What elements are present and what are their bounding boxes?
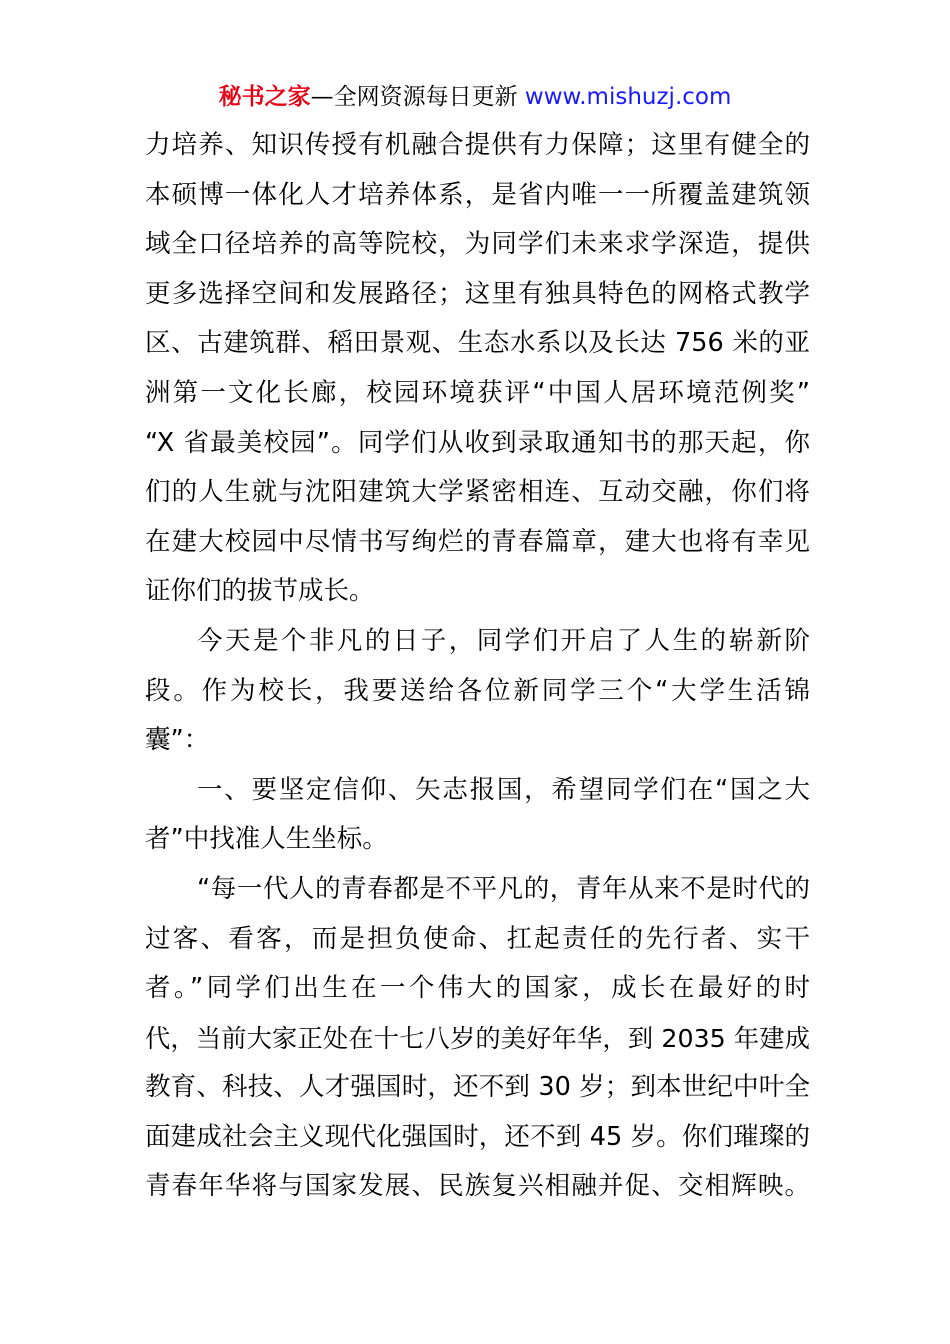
text-line: 力培养、知识传授有机融合提供有力保障；这里有健全的	[145, 130, 810, 160]
text-line: 代，当前大家正处在十七八岁的美好年华，到 2035 年建成	[145, 1023, 810, 1053]
paragraph-start-line: 今天是个非凡的日子，同学们开启了人生的崭新阶	[197, 625, 810, 656]
text-line: 过客、看客，而是担负使命、扛起责任的先行者、实干	[145, 923, 810, 954]
text-line: 们的人生就与沈阳建筑大学紧密相连、互动交融，你们将	[145, 477, 810, 508]
header-tagline: —全网资源每日更新	[310, 84, 525, 110]
text-line: 洲第一文化长廊，校园环境获评“中国人居环境范例奖”	[145, 377, 810, 408]
section-heading-line: 一、要坚定信仰、矢志报国，希望同学们在“国之大	[197, 774, 810, 805]
section-heading-line: 者”中找准人生坐标。	[145, 824, 388, 855]
text-line: 青春年华将与国家发展、民族复兴相融并促、交相辉映。	[145, 1171, 810, 1202]
text-line: 面建成社会主义现代化强国时，还不到 45 岁。你们璀璨的	[145, 1121, 810, 1152]
site-url-link[interactable]: www.mishuzj.com	[524, 84, 732, 110]
text-line: “X 省最美校园”。同学们从收到录取通知书的那天起，你	[145, 427, 810, 458]
paragraph-start-line: “每一代人的青春都是不平凡的，青年从来不是时代的	[197, 873, 810, 904]
text-line: 本硕博一体化人才培养体系，是省内唯一一所覆盖建筑领	[145, 179, 810, 210]
document-body	[145, 121, 810, 1212]
text-line: 段。作为校长，我要送给各位新同学三个“大学生活锦	[145, 675, 810, 706]
brand-name: 秘书之家	[218, 84, 311, 110]
page-header	[0, 80, 950, 114]
text-line: 在建大校园中尽情书写绚烂的青春篇章，建大也将有幸见	[145, 526, 810, 557]
text-line: 证你们的拔节成长。	[145, 576, 375, 607]
text-line: 域全口径培养的高等院校，为同学们未来求学深造，提供	[145, 229, 810, 260]
text-line: 囊”：	[145, 725, 210, 756]
text-line: 更多选择空间和发展路径；这里有独具特色的网格式教学	[145, 278, 810, 309]
text-line: 区、古建筑群、稻田景观、生态水系以及长达 756 米的亚	[145, 328, 810, 359]
text-line: 教育、科技、人才强国时，还不到 30 岁；到本世纪中叶全	[145, 1072, 810, 1103]
text-line: 者。”同学们出生在一个伟大的国家，成长在最好的时	[145, 973, 810, 1004]
